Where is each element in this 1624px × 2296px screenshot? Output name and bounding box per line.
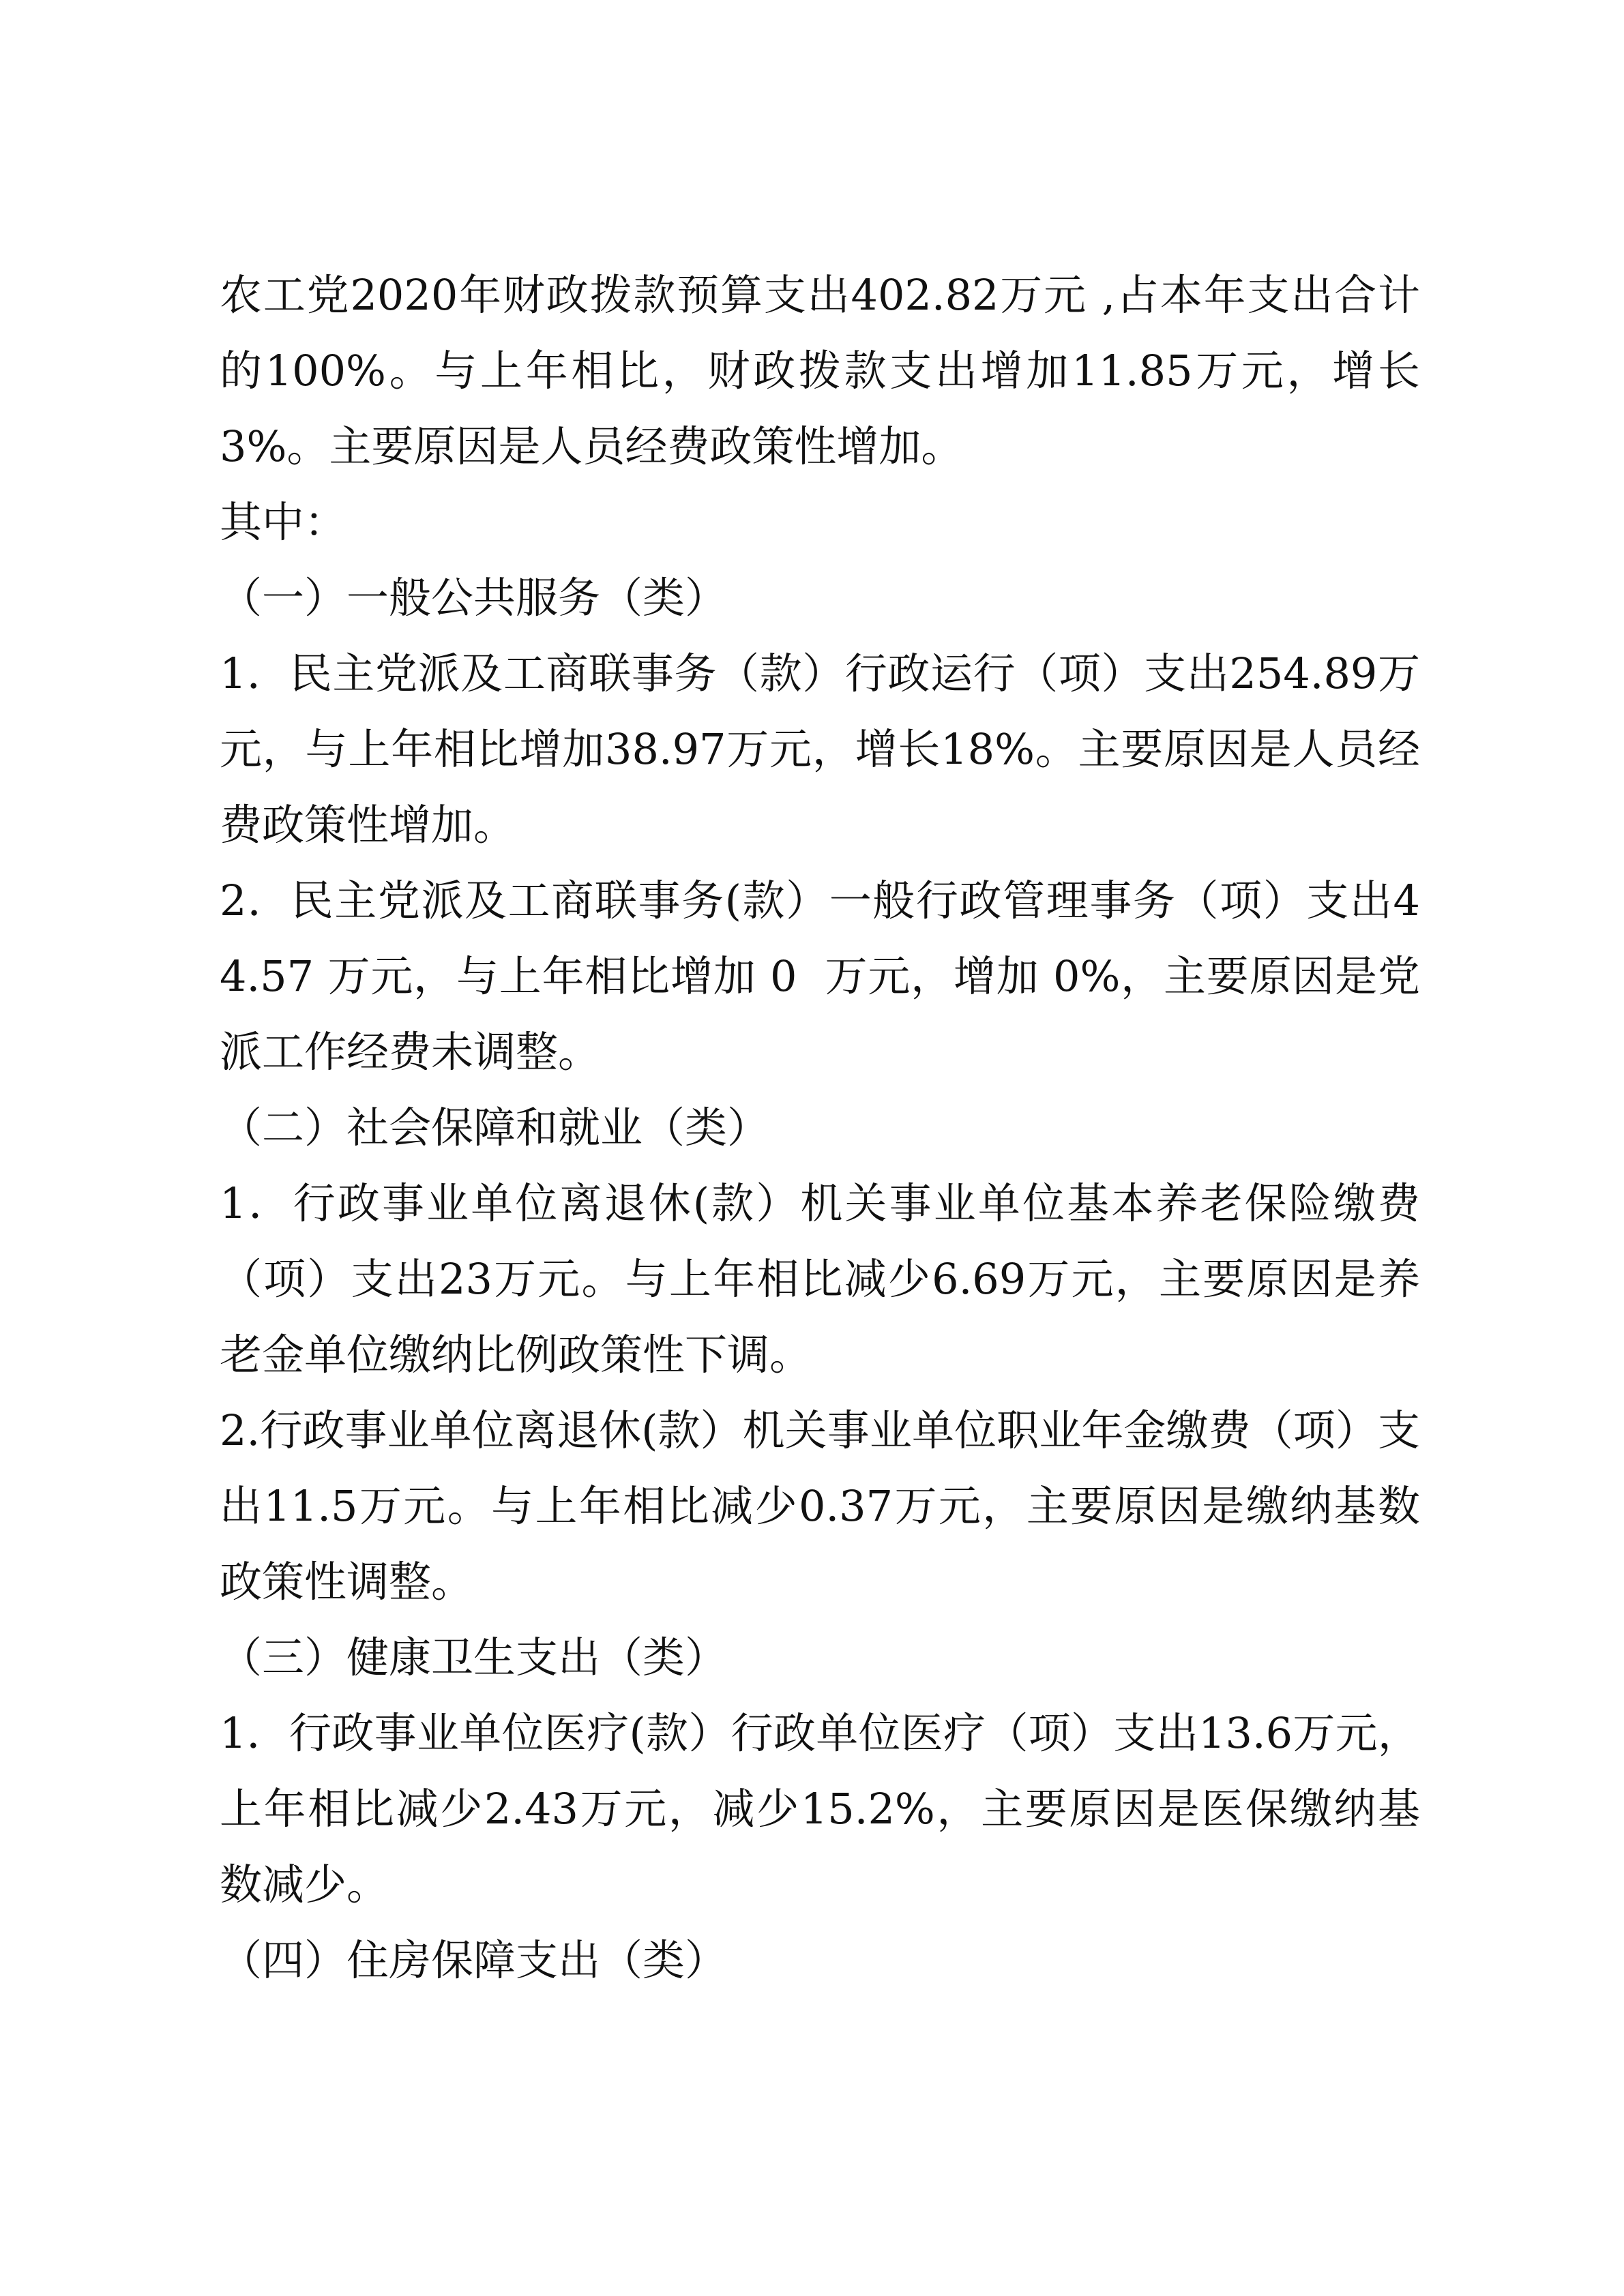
heading-category-3: （三）健康卫生支出（类） [220, 1632, 728, 1682]
paragraph-item-3-1: 1．行政事业单位医疗(款）行政单位医疗（项）支出13.6万元，上年相比减少2.43万元，减少15.2%，主要原因是医保缴纳基数减少。 [220, 1708, 1420, 1909]
document-body [220, 257, 1420, 1998]
paragraph-item-1-2: 2．民主党派及工商联事务(款）一般行政管理事务（项）支出44.57 万元，与上年相比增加 0 万元，增加 0%，主要原因是党派工作经费未调整。 [220, 876, 1420, 1077]
heading-category-4: （四）住房保障支出（类） [220, 1935, 728, 1985]
paragraph-among-which: 其中： [220, 497, 347, 547]
heading-category-1: （一）一般公共服务（类） [220, 573, 728, 623]
paragraph-summary: 农工党2020年财政拨款预算支出402.82万元 ,占本年支出合计的100%。与上年相比，财政拨款支出增加11.85万元，增长3%。主要原因是人员经费政策性增加。 [220, 270, 1420, 471]
paragraph-item-1-1: 1．民主党派及工商联事务（款）行政运行（项）支出254.89万元，与上年相比增加38.97万元，增长18%。主要原因是人员经费政策性增加。 [220, 648, 1420, 850]
paragraph-item-2-1: 1．行政事业单位离退休(款）机关事业单位基本养老保险缴费（项）支出23万元。与上年相比减少6.69万元，主要原因是养老金单位缴纳比例政策性下调。 [220, 1178, 1420, 1380]
heading-category-2: （二）社会保障和就业（类） [220, 1103, 770, 1152]
paragraph-item-2-2: 2.行政事业单位离退休(款）机关事业单位职业年金缴费（项）支出11.5万元。与上年相比减少0.37万元，主要原因是缴纳基数政策性调整。 [220, 1405, 1420, 1607]
